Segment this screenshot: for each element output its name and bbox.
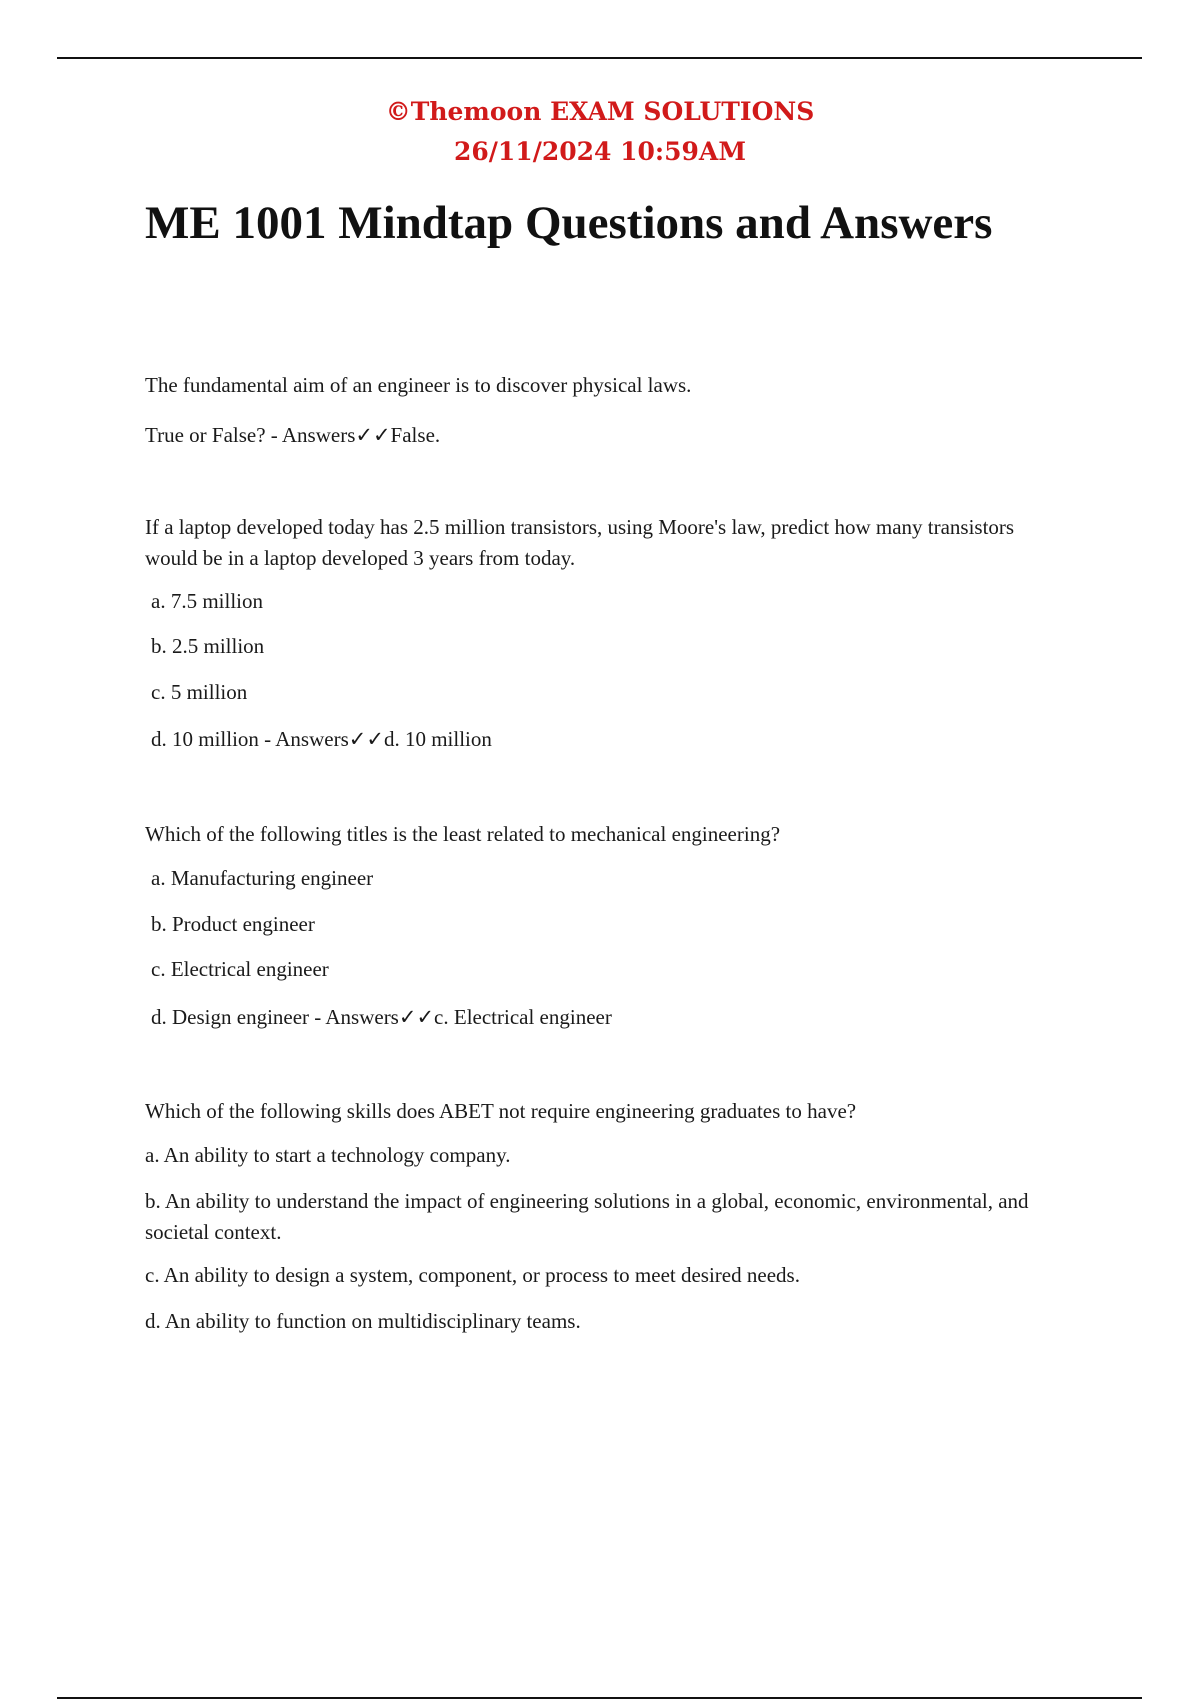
question-3 [145, 819, 1065, 1033]
watermark [0, 92, 1200, 172]
question-text: If a laptop developed today has 2.5 million transistors, using Moore's law, predict how many transistors would be in a laptop developed 3 years from today. [145, 515, 1015, 570]
option-b: b. An ability to understand the impact of engineering solutions in a global, economic, environmental, and societal context. [145, 1189, 1029, 1244]
option-c: c. An ability to design a system, component, or process to meet desired needs. [145, 1263, 800, 1287]
bottom-rule [57, 1697, 1142, 1699]
question-4 [145, 1096, 1065, 1337]
watermark-line-1: ©Themoon EXAM SOLUTIONS [385, 97, 815, 126]
option-c: c. Electrical engineer [151, 957, 329, 981]
top-rule [57, 57, 1142, 59]
question-text: Which of the following skills does ABET not require engineering graduates to have? [145, 1099, 857, 1123]
page-title: ME 1001 Mindtap Questions and Answers [145, 197, 993, 249]
question-1 [145, 370, 1065, 451]
watermark-line-2: 26/11/2024 10:59AM [453, 137, 746, 166]
option-a: a. Manufacturing engineer [151, 866, 374, 890]
option-c: c. 5 million [151, 680, 248, 704]
option-a: a. 7.5 million [151, 589, 263, 613]
question-2 [145, 512, 1065, 755]
question-text: The fundamental aim of an engineer is to discover physical laws. [145, 373, 692, 397]
question-text: Which of the following titles is the least related to mechanical engineering? [145, 822, 781, 846]
option-d: d. An ability to function on multidisciplinary teams. [145, 1309, 581, 1333]
option-b: b. Product engineer [151, 912, 315, 936]
answer-line: True or False? - Answers✓✓False. [145, 423, 441, 447]
option-a: a. An ability to start a technology company. [145, 1143, 511, 1167]
option-d: d. Design engineer - Answers✓✓c. Electrical engineer [151, 1005, 612, 1029]
option-d: d. 10 million - Answers✓✓d. 10 million [151, 727, 492, 751]
option-b: b. 2.5 million [151, 634, 265, 658]
